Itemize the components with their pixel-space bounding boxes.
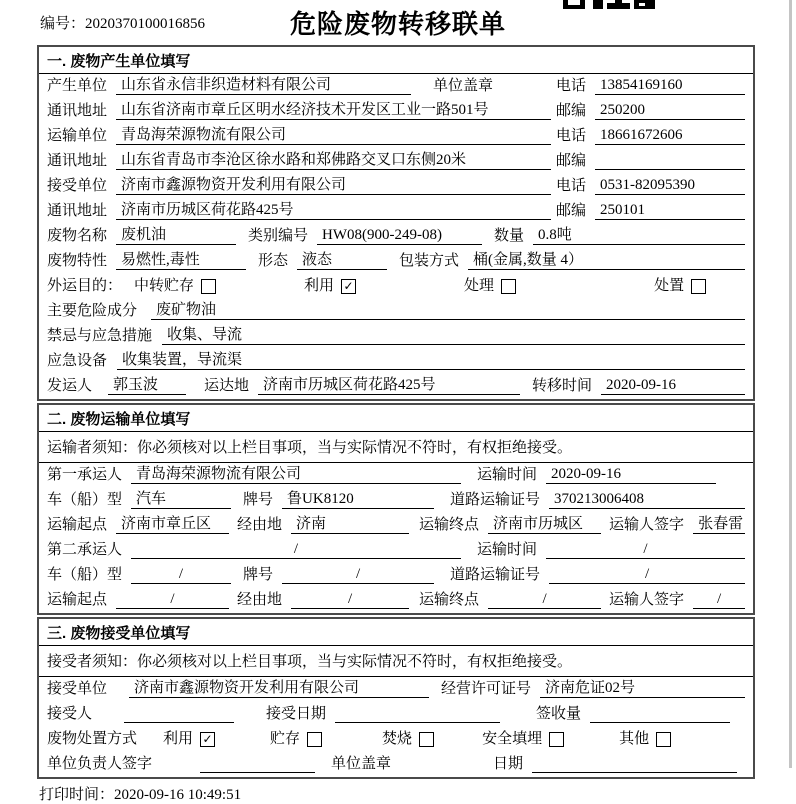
- checkbox-checked-icon: ✓: [341, 279, 356, 294]
- field-label: 第二承运人: [47, 542, 123, 558]
- section-heading: 二. 废物运输单位填写: [39, 405, 753, 432]
- checkbox-label: 其他: [619, 731, 650, 747]
- field-value: /: [131, 565, 231, 584]
- field-value: /: [291, 590, 409, 609]
- field-value: 山东省青岛市李沧区徐水路和郑佛路交叉口东侧20米: [116, 151, 551, 170]
- checkbox-option: [382, 730, 434, 748]
- form-row: [39, 463, 753, 488]
- field-label: 道路运输证号: [450, 567, 541, 583]
- section-transporter: [37, 403, 755, 615]
- field-label: 发运人: [47, 378, 93, 394]
- field-label: 运输时间: [477, 467, 538, 483]
- field-value: 济南危证02号: [540, 679, 745, 698]
- form-row: [39, 74, 753, 99]
- field-value: 桶(金属,数量 4）: [468, 251, 745, 270]
- field-label: 牌号: [243, 567, 274, 583]
- field-value: /: [546, 540, 745, 559]
- field-label: 经由地: [237, 517, 283, 533]
- scrollbar-track[interactable]: [789, 0, 792, 768]
- checkbox-label: 处理: [464, 278, 495, 294]
- field-value: 鲁UK8120: [282, 490, 434, 509]
- form-row: [39, 588, 753, 613]
- field-label: 单位负责人签字: [47, 756, 153, 772]
- field-label: 应急设备: [47, 353, 108, 369]
- field-label: 接受单位: [47, 681, 108, 697]
- field-value: 0.8吨: [533, 226, 745, 245]
- field-value: /: [131, 540, 461, 559]
- field-label: 运输单位: [47, 128, 108, 144]
- checkbox-unchecked-icon: [691, 279, 706, 294]
- checkbox-option: [134, 277, 216, 295]
- field-label: 邮编: [555, 153, 586, 169]
- field-value: [595, 169, 745, 170]
- field-value: 2020-09-16: [546, 465, 716, 484]
- checkbox-unchecked-icon: [419, 732, 434, 747]
- field-label: 包装方式: [399, 253, 460, 269]
- field-value: 370213006408: [549, 490, 745, 509]
- section-notice: 运输者须知：你必须核对以上栏目事项，当与实际情况不符时，有权拒绝接受。: [39, 432, 753, 463]
- form-row: [39, 249, 753, 274]
- field-label: 运输起点: [47, 517, 108, 533]
- field-label: 道路运输证号: [450, 492, 541, 508]
- section-generator: [37, 45, 755, 401]
- field-label: 运达地: [204, 378, 250, 394]
- field-value: 2020-09-16: [601, 376, 745, 395]
- field-value: 济南市章丘区: [116, 515, 229, 534]
- page-title: 危险废物转移联单: [289, 9, 506, 39]
- serial-label: 编号：: [40, 16, 86, 32]
- field-value: 济南市鑫源物资开发利用有限公司: [116, 176, 551, 195]
- checkbox-unchecked-icon: [656, 732, 671, 747]
- field-value: 收集装置，导流渠: [117, 351, 745, 370]
- field-label: 产生单位: [47, 78, 108, 94]
- form-row: [39, 538, 753, 563]
- field-value: 郭玉波: [108, 376, 186, 395]
- field-value: 废矿物油: [151, 301, 745, 320]
- serial-value: 2020370100016856: [85, 16, 206, 32]
- field-label: 电话: [555, 178, 586, 194]
- field-value: 废机油: [116, 226, 236, 245]
- checkbox-option: [654, 277, 706, 295]
- form-row: [39, 199, 753, 224]
- form-row: [39, 727, 753, 752]
- field-value: /: [693, 590, 745, 609]
- form-row: [39, 488, 753, 513]
- field-value: 济南市历城区荷花路425号: [258, 376, 520, 395]
- field-label: 运输终点: [419, 517, 480, 533]
- checkbox-label: 焚烧: [382, 731, 413, 747]
- field-value: 张春雷: [693, 515, 745, 534]
- checkbox-label: 利用: [304, 278, 335, 294]
- field-label: 经由地: [237, 592, 283, 608]
- form-row: [39, 99, 753, 124]
- field-label: 接受单位: [47, 178, 108, 194]
- checkbox-unchecked-icon: [501, 279, 516, 294]
- field-label: 运输终点: [419, 592, 480, 608]
- field-label: 签收量: [536, 706, 582, 722]
- field-label: 废物处置方式: [47, 731, 138, 747]
- field-value: 济南: [291, 515, 409, 534]
- checkbox-option: [304, 277, 356, 295]
- checkbox-label: 处置: [654, 278, 685, 294]
- field-label: 邮编: [555, 203, 586, 219]
- field-value: 山东省永信非织造材料有限公司: [116, 76, 411, 95]
- checkbox-option: [163, 730, 215, 748]
- field-label: 主要危险成分: [47, 303, 138, 319]
- form-row: [39, 299, 753, 324]
- form-row: [39, 324, 753, 349]
- field-value: 济南市鑫源物资开发利用有限公司: [129, 679, 429, 698]
- field-label: 牌号: [243, 492, 274, 508]
- field-label: 运输人签字: [609, 517, 685, 533]
- field-label: 废物特性: [47, 253, 108, 269]
- field-value: 18661672606: [595, 126, 745, 145]
- field-value: 收集、导流: [162, 326, 745, 345]
- field-label: 车（船）型: [47, 492, 123, 508]
- field-value: 250101: [595, 201, 745, 220]
- checkbox-unchecked-icon: [201, 279, 216, 294]
- field-label: 单位盖章: [433, 78, 494, 94]
- field-label: 通讯地址: [47, 153, 108, 169]
- checkbox-checked-icon: ✓: [200, 732, 215, 747]
- field-label: 接受人: [47, 706, 93, 722]
- field-value: 济南市历城区荷花路425号: [116, 201, 551, 220]
- field-value: [532, 772, 737, 773]
- print-time: 打印时间：2020-09-16 10:49:51: [39, 787, 242, 803]
- field-value: 山东省济南市章丘区明水经济技术开发区工业一路501号: [116, 101, 551, 120]
- field-label: 形态: [258, 253, 289, 269]
- checkbox-label: 利用: [163, 731, 194, 747]
- checkbox-option: [270, 730, 322, 748]
- manifest-form: [37, 45, 755, 804]
- field-label: 运输时间: [477, 542, 538, 558]
- field-label: 日期: [493, 756, 524, 772]
- form-row: [39, 513, 753, 538]
- checkbox-label: 安全填埋: [482, 731, 543, 747]
- field-value: [590, 722, 730, 723]
- field-label: 禁忌与应急措施: [47, 328, 153, 344]
- field-label: 运输起点: [47, 592, 108, 608]
- qr-code-fragment-icon: [563, 0, 655, 9]
- checkbox-unchecked-icon: [307, 732, 322, 747]
- field-value: 250200: [595, 101, 745, 120]
- form-row: [39, 374, 753, 399]
- form-row: [39, 702, 753, 727]
- field-label: 邮编: [555, 103, 586, 119]
- field-value: [335, 722, 500, 723]
- field-label: 车（船）型: [47, 567, 123, 583]
- field-value: /: [282, 565, 434, 584]
- field-value: 青岛海荣源物流有限公司: [131, 465, 461, 484]
- field-value: 13854169160: [595, 76, 745, 95]
- field-label: 第一承运人: [47, 467, 123, 483]
- form-row: [39, 124, 753, 149]
- field-label: 数量: [494, 228, 525, 244]
- field-label: 通讯地址: [47, 203, 108, 219]
- field-value: 0531-82095390: [595, 176, 745, 195]
- checkbox-option: [464, 277, 516, 295]
- section-heading: 一. 废物产生单位填写: [39, 47, 753, 74]
- form-row: [39, 752, 753, 777]
- field-value: [200, 772, 315, 773]
- field-value: /: [488, 590, 601, 609]
- field-value: 汽车: [131, 490, 231, 509]
- checkbox-option: [482, 730, 564, 748]
- form-row: [39, 224, 753, 249]
- field-value: [124, 722, 234, 723]
- field-label: 通讯地址: [47, 103, 108, 119]
- field-label: 接受日期: [266, 706, 327, 722]
- field-value: 液态: [297, 251, 387, 270]
- form-row: [39, 174, 753, 199]
- field-value: 易燃性,毒性: [116, 251, 246, 270]
- field-label: 电话: [555, 128, 586, 144]
- field-value: /: [549, 565, 745, 584]
- field-value: /: [116, 590, 229, 609]
- form-row: [39, 149, 753, 174]
- checkbox-label: 中转贮存: [134, 278, 195, 294]
- field-label: 类别编号: [248, 228, 309, 244]
- section-heading: 三. 废物接受单位填写: [39, 619, 753, 646]
- field-label: 外运目的：: [47, 278, 123, 294]
- field-label: 废物名称: [47, 228, 108, 244]
- field-label: 电话: [555, 78, 586, 94]
- field-label: 单位盖章: [331, 756, 392, 772]
- field-label: 运输人签字: [609, 592, 685, 608]
- field-value: HW08(900-249-08): [317, 226, 482, 245]
- field-label: 转移时间: [532, 378, 593, 394]
- section-notice: 接受者须知：你必须核对以上栏目事项，当与实际情况不符时，有权拒绝接受。: [39, 646, 753, 677]
- section-receiver: [37, 617, 755, 779]
- form-row: [39, 677, 753, 702]
- field-value: 青岛海荣源物流有限公司: [116, 126, 551, 145]
- checkbox-label: 贮存: [270, 731, 301, 747]
- form-row: [39, 274, 753, 299]
- checkbox-option: [619, 730, 671, 748]
- field-label: 经营许可证号: [441, 681, 532, 697]
- field-value: 济南市历城区: [488, 515, 601, 534]
- form-row: [39, 563, 753, 588]
- form-row: [39, 349, 753, 374]
- checkbox-unchecked-icon: [549, 732, 564, 747]
